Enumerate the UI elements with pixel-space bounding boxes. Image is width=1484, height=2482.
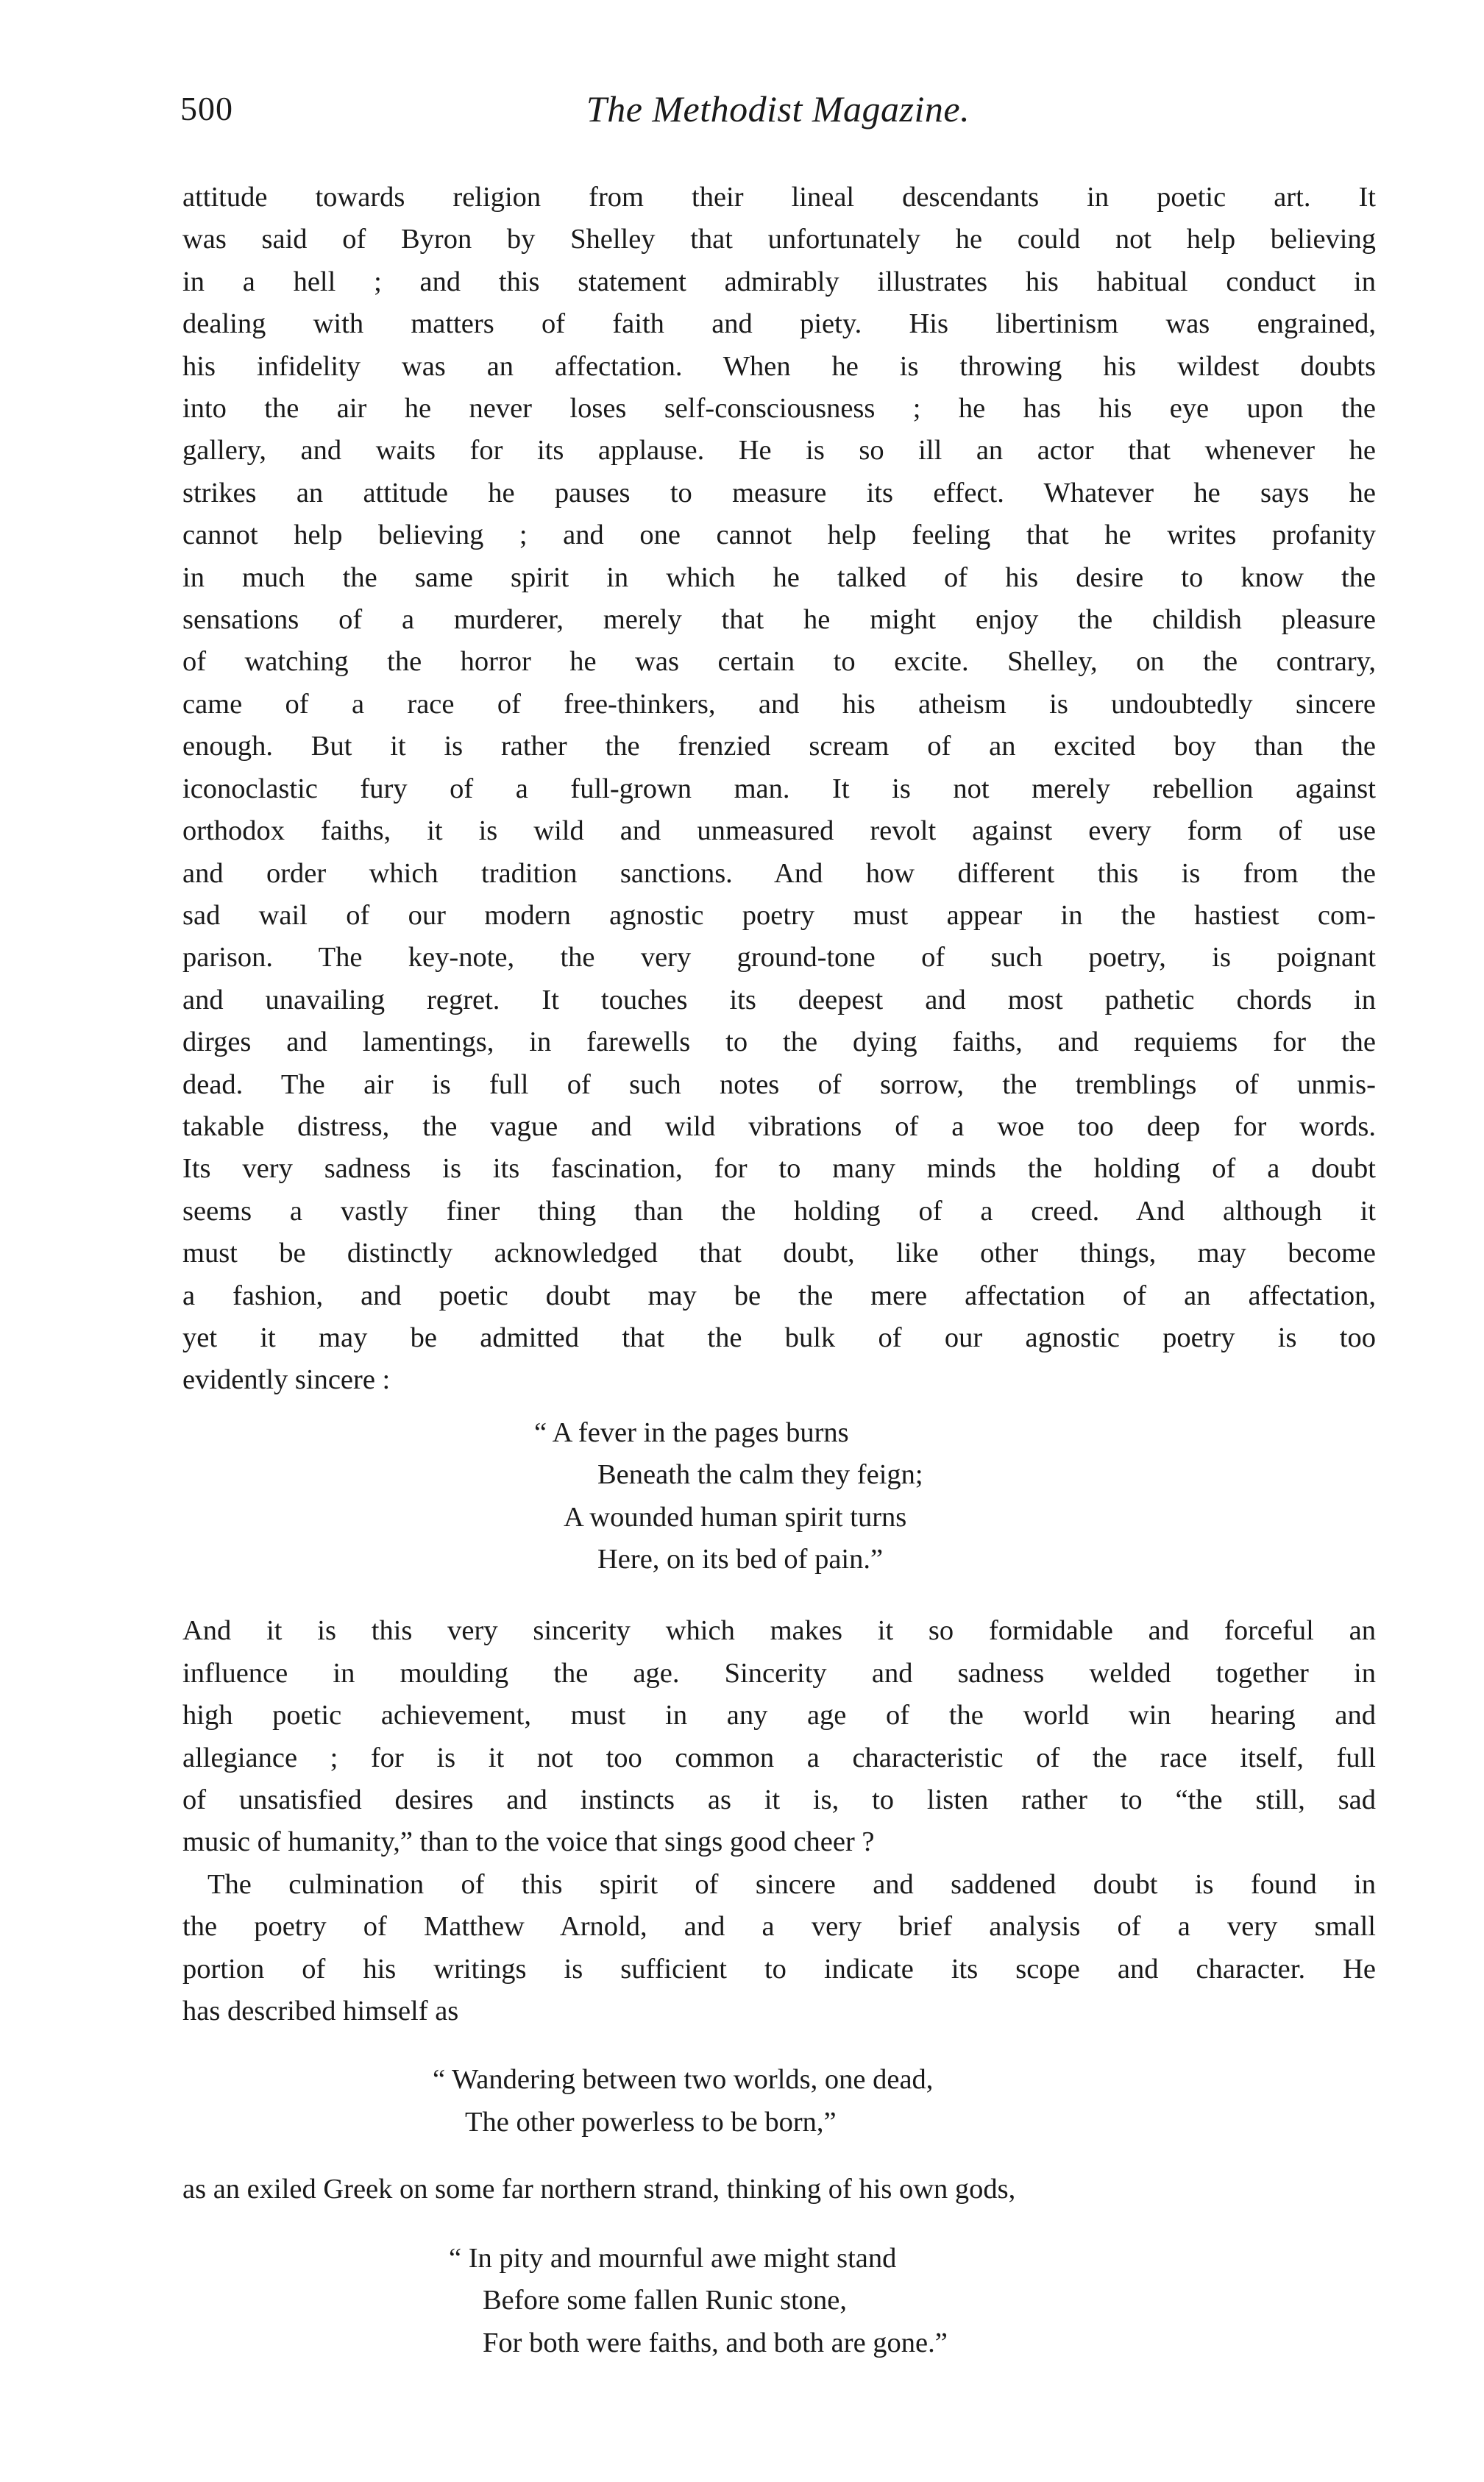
text-line: orthodox faiths, it is wild and unmeasured revolt against every form of use (182, 815, 1376, 847)
text-line: of watching the horror he was certain to excite. Shelley, on the contrary, (182, 646, 1376, 678)
verse-line: “ In pity and mournful awe might stand (449, 2242, 897, 2274)
verse-line: Before some fallen Runic stone, (483, 2285, 848, 2316)
text-line: must be distinctly acknowledged that doubt, like other things, may become (182, 1238, 1376, 1269)
text-line: music of humanity,” than to the voice that sings good cheer ? (182, 1826, 875, 1858)
page-header (180, 87, 1376, 146)
paragraph-2 (182, 1610, 1376, 1863)
text-line: strikes an attitude he pauses to measure its effect. Whatever he says he (182, 477, 1376, 508)
text-line: allegiance ; for is it not too common a characteristic of the race itself, full (182, 1742, 1376, 1773)
text-line: a fashion, and poetic doubt may be the mere affectation of an affectation, (182, 1280, 1376, 1311)
text-line: And it is this very sincerity which makes it so formidable and forceful an (182, 1615, 1376, 1647)
text-line: iconoclastic fury of a full-grown man. It is not merely rebellion against (182, 773, 1376, 804)
text-line: and order which tradition sanctions. And how different this is from the (182, 857, 1376, 889)
text-line: high poetic achievement, must in any age of the world win hearing and (182, 1700, 1376, 1731)
paragraph-4 (182, 2169, 1376, 2210)
paragraph-1 (182, 177, 1376, 1402)
text-line: dead. The air is full of such notes of sorrow, the tremblings of unmis- (182, 1068, 1376, 1100)
verse-line: “ Wandering between two worlds, one dead, (433, 2064, 934, 2096)
text-line: has described himself as (182, 1996, 459, 2027)
text-line: dirges and lamentings, in farewells to the dying faiths, and requiems for the (182, 1027, 1376, 1058)
verse-quote-3 (182, 2238, 1376, 2364)
text-line: gallery, and waits for its applause. He is so ill an actor that whenever he (182, 435, 1376, 467)
text-line: portion of his writings is sufficient to indicate its scope and character. He (182, 1953, 1376, 1985)
text-line: sensations of a murderer, merely that he might enjoy the childish pleasure (182, 604, 1376, 636)
text-line: takable distress, the vague and wild vibrations of a woe too deep for words. (182, 1110, 1376, 1142)
verse-line: Here, on its bed of pain.” (597, 1544, 884, 1575)
text-line: the poetry of Matthew Arnold, and a very brief analysis of a very small (182, 1911, 1376, 1943)
text-line: sad wail of our modern agnostic poetry must appear in the hastiest com- (182, 899, 1376, 931)
body-text (182, 177, 1376, 2364)
text-line: attitude towards religion from their lineal descendants in poetic art. It (182, 182, 1376, 213)
text-line: was said of Byron by Shelley that unfortunately he could not help believing (182, 224, 1376, 255)
text-line: into the air he never loses self-consciousness ; he has his eye upon the (182, 393, 1376, 425)
verse-line: The other powerless to be born,” (465, 2106, 837, 2138)
verse-line: “ A fever in the pages burns (534, 1416, 849, 1448)
running-title: The Methodist Magazine. (586, 88, 970, 130)
verse-line: For both were faiths, and both are gone.” (483, 2327, 948, 2358)
text-line: came of a race of free-thinkers, and his atheism is undoubtedly sincere (182, 688, 1376, 720)
text-line: in a hell ; and this statement admirably illustrates his habitual conduct in (182, 266, 1376, 297)
verse-quote-1 (182, 1412, 1376, 1581)
text-line: yet it may be admitted that the bulk of our agnostic poetry is too (182, 1322, 1376, 1353)
text-line: parison. The key-note, the very ground-tone of such poetry, is poignant (182, 942, 1376, 974)
text-line: in much the same spirit in which he talked of his desire to know the (182, 561, 1376, 593)
text-line: as an exiled Greek on some far northern strand, thinking of his own gods, (182, 2174, 1016, 2205)
paragraph-3 (182, 1864, 1376, 2033)
verse-line: A wounded human spirit turns (564, 1501, 907, 1533)
text-line: evidently sincere : (182, 1364, 391, 1396)
text-line: influence in moulding the age. Sincerity and sadness welded together in (182, 1657, 1376, 1689)
text-line: seems a vastly finer thing than the holding of a creed. And although it (182, 1195, 1376, 1227)
verse-line: Beneath the calm they feign; (597, 1459, 923, 1491)
page-number: 500 (180, 90, 233, 127)
verse-quote-2 (182, 2059, 1376, 2144)
text-line: Its very sadness is its fascination, for to many minds the holding of a doubt (182, 1153, 1376, 1185)
text-line: of unsatisfied desires and instincts as it is, to listen rather to “the still, sad (182, 1784, 1376, 1816)
text-line: dealing with matters of faith and piety. His libertinism was engrained, (182, 308, 1376, 340)
text-line: cannot help believing ; and one cannot help feeling that he writes profanity (182, 520, 1376, 551)
text-line: enough. But it is rather the frenzied scream of an excited boy than the (182, 731, 1376, 762)
text-line: his infidelity was an affectation. When he is throwing his wildest doubts (182, 350, 1376, 382)
text-line: The culmination of this spirit of sincere and saddened doubt is found in (207, 1868, 1376, 1900)
text-line: and unavailing regret. It touches its deepest and most pathetic chords in (182, 984, 1376, 1015)
